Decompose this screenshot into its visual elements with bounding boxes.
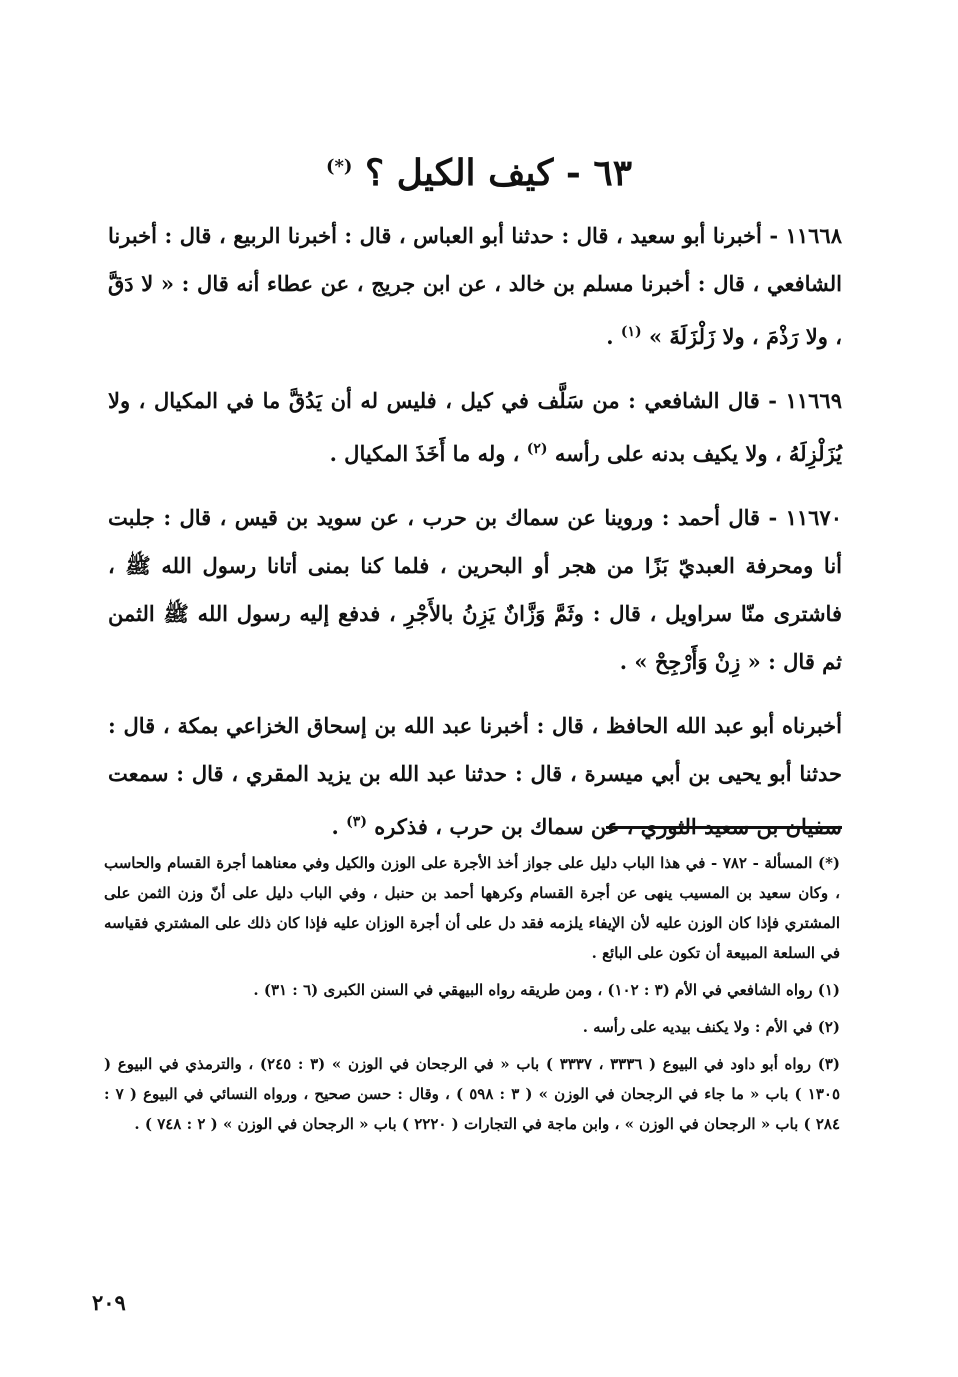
paragraph-11670 <box>108 494 842 686</box>
page-number: ٢٠٩ <box>92 1290 126 1315</box>
footnote-ref-2: (٢) <box>526 441 548 457</box>
footnote-star: (*) المسألة - ٧٨٢ - في هذا الباب دليل على جواز أخذ الأجرة على الوزن والكيل وفي معناهما أجرة القسام والحاسب ، وكان سعيد بن المسيب ينهى عن أجرة القسام وكرهها أحمد بن حنبل ، وفي الباب دليل على أنّ وزن الثمن على المشتري فإذا كان الوزن عليه لأن الإيفاء يلزمه فقد دل على أن أجرة الوزان عليه فإذا كان ذلك على المشتري فقياسه في السلعة المبيعة أن تكون على البائع . <box>104 854 841 962</box>
footnote-1: (١) رواه الشافعي في الأم (٣ : ١٠٢) ، ومن طريقه رواه البيهقي في السنن الكبرى (٦ : ٣١) . <box>253 981 840 999</box>
main-text <box>108 212 842 867</box>
chapter-title-mark: (*) <box>325 156 353 177</box>
paragraph-end: ، وله ما أَخَذَ المكيال . <box>329 441 527 466</box>
chapter-title-text: ٦٣ - كيف الكيل ؟ <box>364 152 633 194</box>
paragraph-text: ١١٦٧٠ - قال أحمد : وروينا عن سماك بن حرب ، عن سويد بن قيس ، قال : جلبت أنا ومحرفة العبديّ بَزًا من هجر أو البحرين ، فلما كنا بمنى أتانا رسول الله ﷺ ، فاشترى منّا سراويل ، قال : وثَمَّ وَزَّانٌ يَزِنُ بالأَجْرِ ، فدفع إليه رسول الله ﷺ الثمن ثم قال : « زِنْ وَأَرْجِحْ » . <box>108 505 842 674</box>
footnote-ref-3: (٣) <box>346 814 367 830</box>
footnote-divider <box>606 826 842 829</box>
footnote-3: (٣) رواه أبو داود في البيوع ( ٣٣٣٦ ، ٣٣٣٧ ) باب « في الرجحان في الوزن » (٣ : ٢٤٥) ، والترمذي في البيوع ( ١٣٠٥ ) باب « ما جاء في الرجحان في الوزن » ( ٣ : ٥٩٨ ) ، وقال : حسن صحيح ، ورواه النسائي في البيوع ( ٧ : ٢٨٤ ) باب « الرجحان في الوزن » ، وابن ماجة في التجارات ( ٢٢٢٠ ) باب « الرجحان في الوزن » ( ٢ : ٧٤٨ ) . <box>104 1055 841 1133</box>
chapter-title <box>100 142 858 198</box>
footnotes <box>104 848 840 1146</box>
paragraph-end: . <box>331 814 347 839</box>
paragraph-11668 <box>108 212 842 361</box>
paragraph-text: ١١٦٦٨ - أخبرنا أبو سعيد ، قال : حدثنا أبو العباس ، قال : أخبرنا الربيع ، قال : أخبرنا الشافعي ، قال : أخبرنا مسلم بن خالد ، عن ابن جريج ، عن عطاء أنه قال : « لا دَقَّ ، ولا رَذْمَ ، ولا زَلْزَلَةَ » <box>108 223 842 349</box>
footnote-ref-1: (١) <box>620 324 642 340</box>
footnote-2: (٢) في الأم : ولا يكنف بيديه على رأسه . <box>582 1018 840 1036</box>
paragraph-end: . <box>606 324 621 349</box>
paragraph-11669 <box>108 377 842 478</box>
paragraph-text: أخبرناه أبو عبد الله الحافظ ، قال : أخبرنا عبد الله بن إسحاق الخزاعي بمكة ، قال : حدثنا أبو يحيى بن أبي ميسرة ، قال : حدثنا عبد الله بن يزيد المقري ، قال : سمعت سفيان بن سعيد الثوري ، عن سماك بن حرب ، فذكره <box>108 713 842 839</box>
paragraph-text: ١١٦٦٩ - قال الشافعي : من سَلَّف في كيل ، فليس له أن يَدُقَّ ما في المكيال ، ولا يُزَلْزِلَهُ ، ولا يكيف بدنه على رأسه <box>108 388 842 466</box>
